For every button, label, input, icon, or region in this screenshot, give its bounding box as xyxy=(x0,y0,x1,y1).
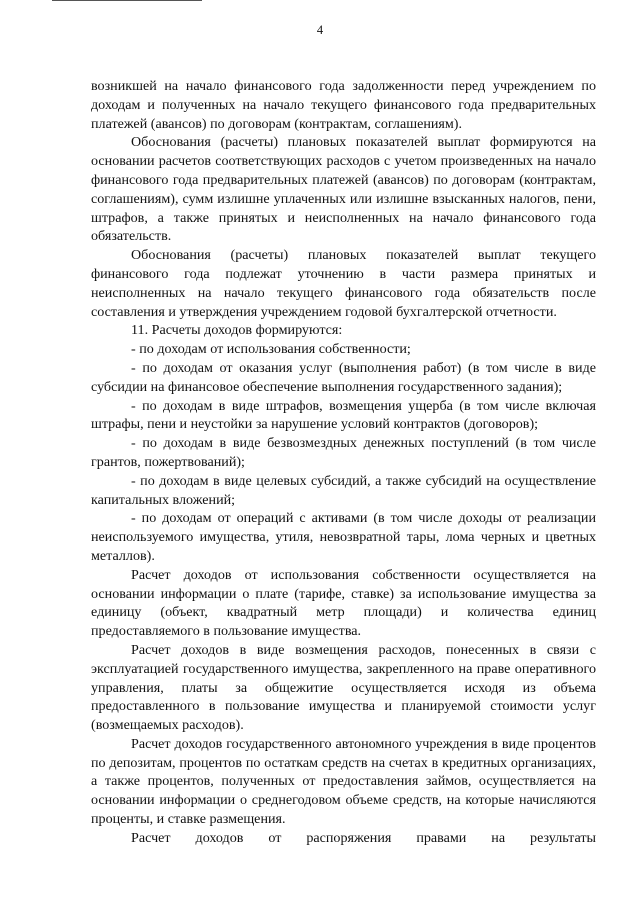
paragraph-rights-calculation: Расчет доходов от распоряжения правами на результаты xyxy=(131,829,596,846)
paragraph-section-11-heading: 11. Расчеты доходов формируются: xyxy=(131,322,343,339)
paragraph-reimbursement-calculation: Расчет доходов в виде возмещения расходов, понесенных в связи с эксплуатацией государственного имущества, закрепленного на праве оперативного управления, платы за общежитие осуществляется исходя из объема предоставленного в пользование имущества и планируемой стоимости услуг (возмещаемых расходов). xyxy=(91,641,596,734)
list-item-subsidies-income: - по доходам в виде целевых субсидий, а также субсидий на осуществление капитальных вложений; xyxy=(91,472,596,508)
list-item-grants-income: - по доходам в виде безвозмездных денежных поступлений (в том числе грантов, пожертвований); xyxy=(91,435,596,470)
paragraph-continued: возникшей на начало финансового года задолженности перед учреждением по доходам и полученных на начало текущего финансового года предварительных платежей (авансов) по договорам (контрактам, соглашениям). xyxy=(91,78,596,132)
list-item-property-income: - по доходам от использования собственности; xyxy=(131,341,411,358)
paragraph-interest-calculation: Расчет доходов государственного автономного учреждения в виде процентов по депозитам, процентов по остаткам средств на счетах в кредитных организациях, а также процентов, полученных от предоставления займов, осуществляется на основании информации о среднегодовом объеме средств, на которые начисляются проценты, и ставке размещения. xyxy=(91,735,596,828)
paragraph-expense-justification: Обоснования (расчеты) плановых показателей выплат формируются на основании расчетов соответствующих расходов с учетом произведенных на начало финансового года предварительных платежей (авансов) по договорам (контрактам, соглашениям), сумм излишне уплаченных или излишне взысканных налогов, пени, штрафов, а также принятых и неисполненных на начало финансового года обязательств. xyxy=(91,134,596,245)
top-rule xyxy=(52,0,202,3)
list-item-fines-income: - по доходам в виде штрафов, возмещения ущерба (в том числе включая штрафы, пени и неустойки за нарушение условий контрактов (договоров); xyxy=(91,397,596,433)
paragraph-property-calculation: Расчет доходов от использования собственности осуществляется на основании информации о плате (тарифе, ставке) за использование имущества за единицу (объект, квадратный метр площади) и количества единиц предоставляемого в пользование имущества. xyxy=(91,566,596,640)
list-item-assets-income: - по доходам от операций с активами (в том числе доходы от реализации неиспользуемого имущества, утиля, невозвратной тары, лома черных и цветных металлов). xyxy=(91,510,596,564)
list-item-services-income: - по доходам от оказания услуг (выполнения работ) (в том числе в виде субсидии на финансовое обеспечение выполнения государственного задания); xyxy=(91,359,596,395)
paragraph-expense-refinement: Обоснования (расчеты) плановых показателей выплат текущего финансового года подлежат уточнению в части размера принятых и неисполненных на начало текущего финансового года обязательств после составления и утверждения учреждением годовой бухгалтерской отчетности. xyxy=(91,247,596,320)
page-number: 4 xyxy=(316,23,324,37)
document-body xyxy=(91,77,596,848)
